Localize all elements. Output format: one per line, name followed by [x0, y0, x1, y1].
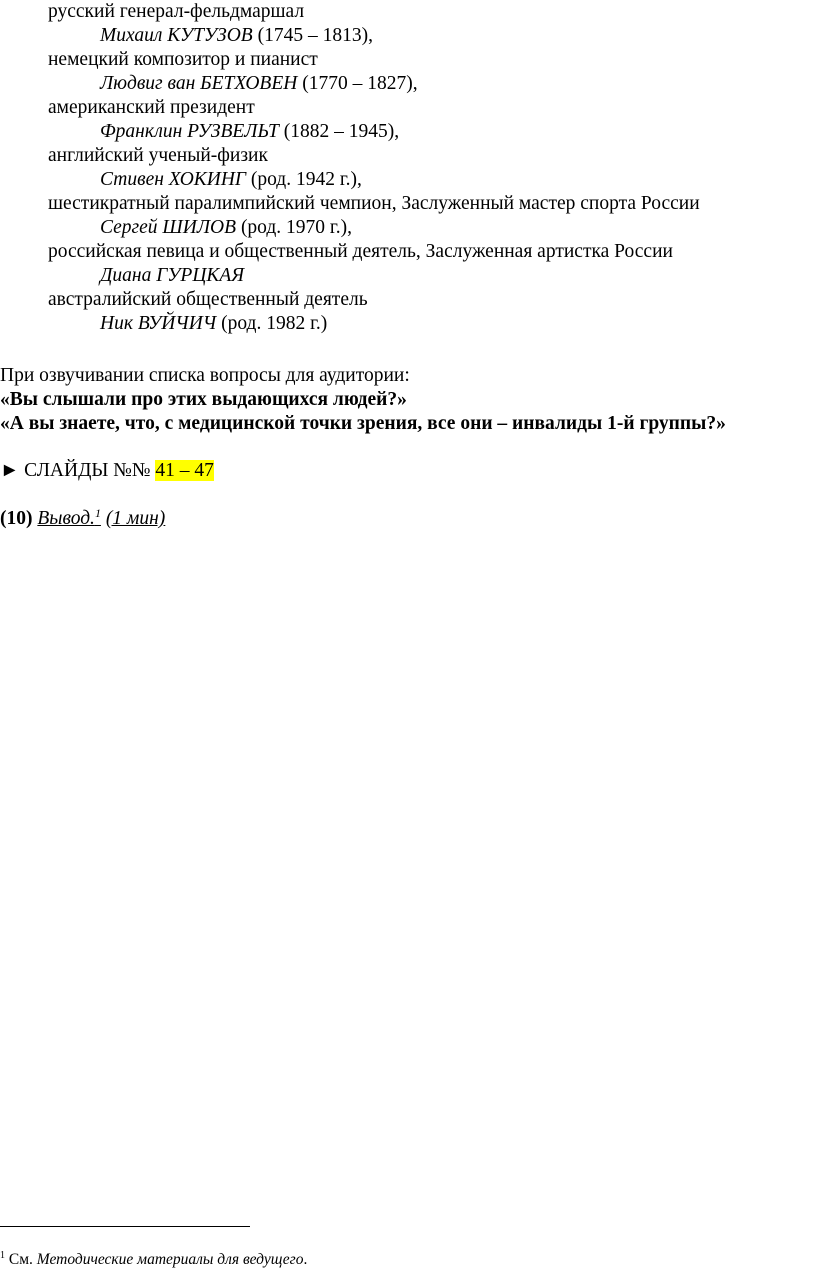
person-name: Михаил КУТУЗОВ [100, 25, 253, 46]
slides-label: ► СЛАЙДЫ №№ [0, 460, 156, 481]
slides-reference [0, 459, 214, 483]
person-entry [48, 24, 808, 48]
person-entry [48, 264, 808, 288]
person-role: шестикратный паралимпийский чемпион, Заслуженный мастер спорта России [48, 193, 700, 214]
person-name: Людвиг ван БЕТХОВЕН [100, 73, 298, 94]
slides-range-highlight: 41 – 47 [155, 460, 214, 481]
person-role: английский ученый-физик [48, 145, 268, 166]
person-entry [48, 216, 808, 240]
person-name: Стивен ХОКИНГ [100, 169, 246, 190]
person-role: американский президент [48, 97, 255, 118]
person-role: русский генерал-фельдмаршал [48, 1, 305, 22]
footnote-suffix: . [303, 1251, 308, 1268]
people-list [48, 0, 808, 336]
person-years: (род. 1982 г.) [216, 313, 328, 334]
person-name: Франклин РУЗВЕЛЬТ [100, 121, 279, 142]
conclusion-title [37, 508, 101, 529]
audience-questions [0, 364, 812, 436]
person-entry [48, 72, 808, 96]
person-name: Ник ВУЙЧИЧ [100, 313, 217, 334]
person-entry [48, 168, 808, 192]
person-years: (род. 1942 г.), [246, 169, 362, 190]
person-entry [48, 120, 808, 144]
person-years: (1745 – 1813), [252, 25, 373, 46]
person-name: Диана ГУРЦКАЯ [100, 265, 245, 286]
footnote-mark: 1 [0, 1250, 5, 1261]
conclusion-heading [0, 507, 165, 531]
footnote [0, 1250, 307, 1270]
person-years: (1770 – 1827), [297, 73, 418, 94]
footnote-reference[interactable]: 1 [94, 506, 101, 520]
conclusion-duration: (1 мин) [105, 508, 166, 529]
section-number: (10) [0, 508, 33, 529]
questions-intro: При озвучивании списка вопросы для аудитории: [0, 365, 410, 386]
person-name: Сергей ШИЛОВ [100, 217, 237, 238]
footnote-separator [0, 1226, 250, 1227]
person-role: австралийский общественный деятель [48, 289, 368, 310]
footnote-text: Методические материалы для ведущего [36, 1251, 304, 1268]
person-years: (1882 – 1945), [278, 121, 400, 142]
person-role: российская певица и общественный деятель, Заслуженная артистка России [48, 241, 673, 262]
conclusion-title-text: Вывод. [37, 508, 95, 529]
person-role: немецкий композитор и пианист [48, 49, 318, 70]
footnote-prefix: См. [5, 1251, 37, 1268]
person-entry [48, 312, 808, 336]
question-1: «Вы слышали про этих выдающихся людей?» [0, 389, 407, 410]
person-years: (род. 1970 г.), [236, 217, 352, 238]
question-2: «А вы знаете, что, с медицинской точки зрения, все они – инвалиды 1-й группы?» [0, 413, 726, 434]
